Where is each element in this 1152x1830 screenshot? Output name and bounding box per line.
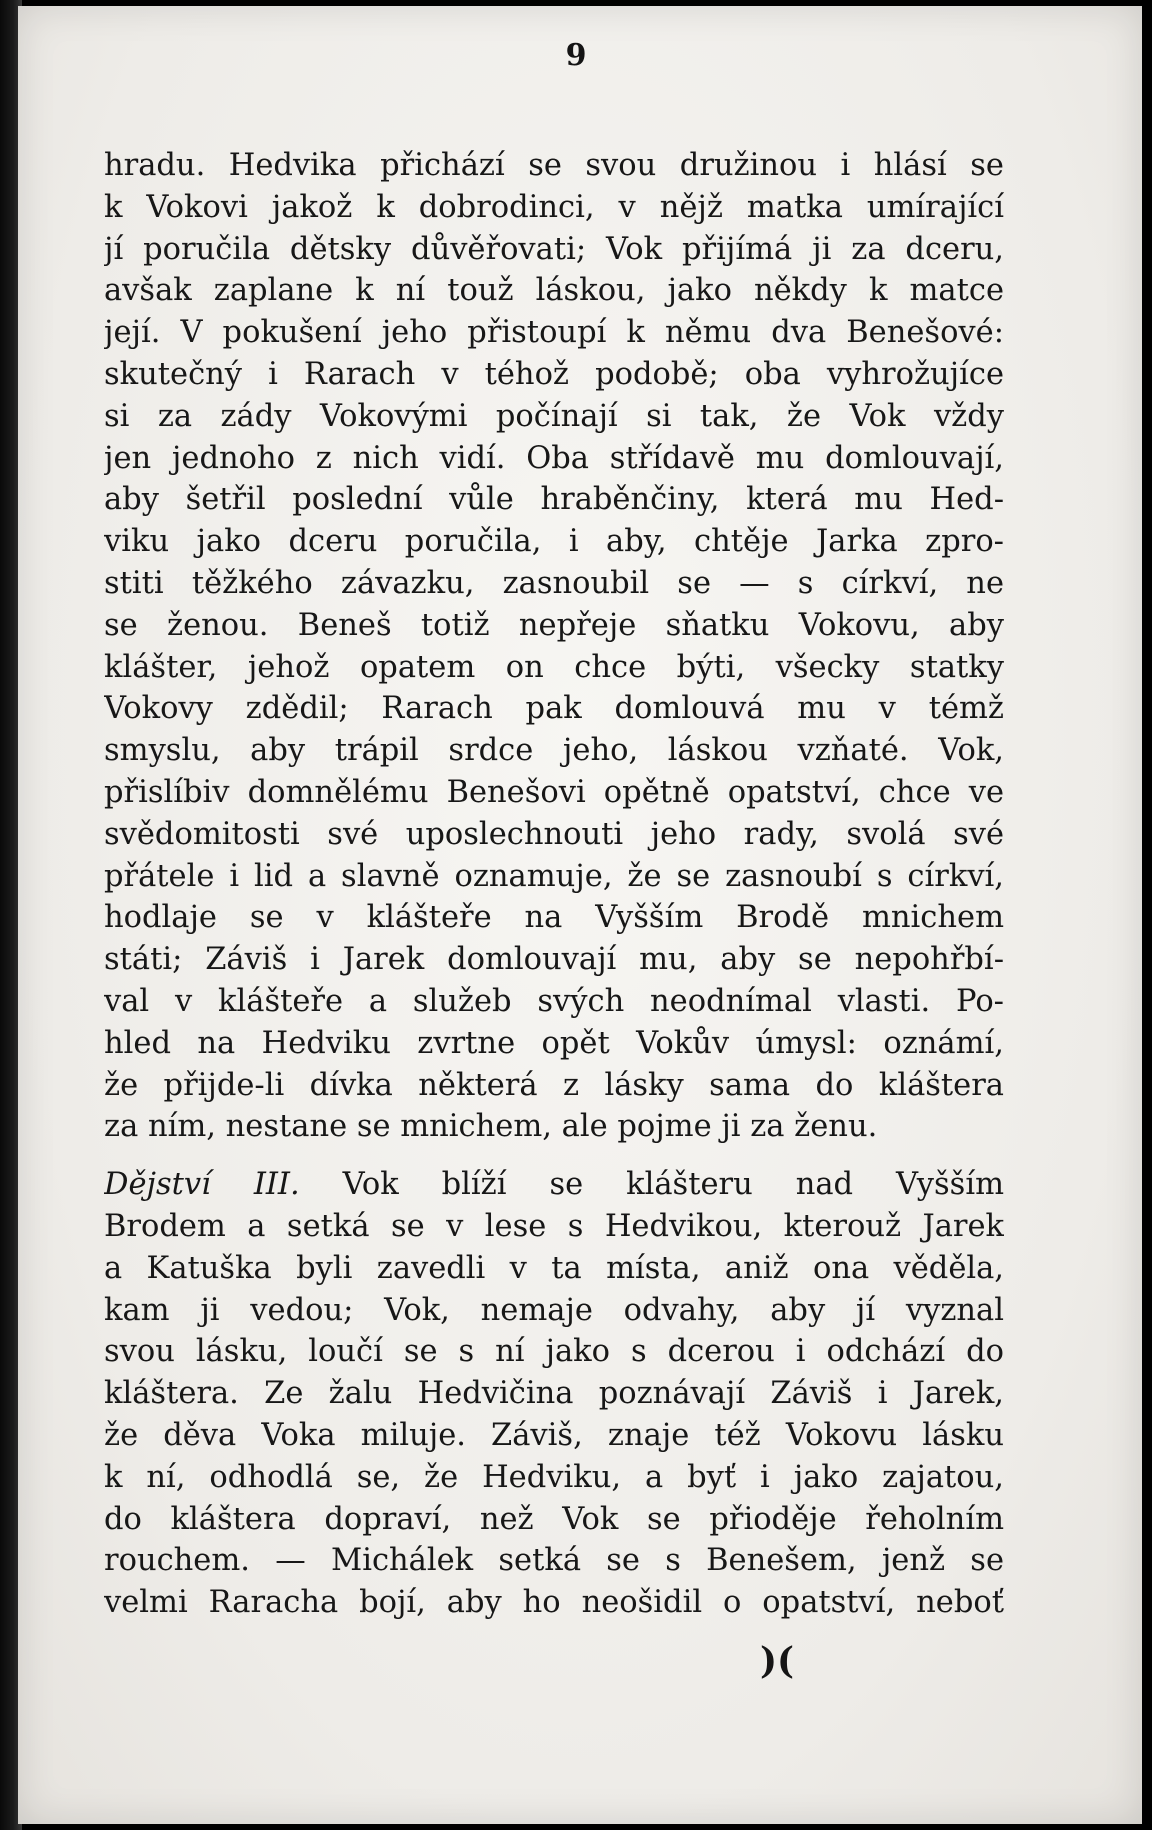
- text-line: aby šetřil poslední vůle hraběnčiny, která mu Hed-: [104, 482, 1004, 518]
- act-line-rest: Vok blíží se klášteru nad Vyšším: [342, 1167, 1004, 1203]
- text-line: její. V pokušení jeho přistoupí k němu dva Benešové:: [104, 315, 1004, 351]
- text-line: velmi Raracha bojí, aby ho neošidil o opatství, neboť: [104, 1585, 1004, 1621]
- text-line: že přijde-li dívka některá z lásky sama do kláštera: [104, 1067, 1004, 1103]
- text-line: val v klášteře a služeb svých neodnímal vlasti. Po-: [104, 983, 1004, 1019]
- text-line: kláštera. Ze žalu Hedvičina poznávají Záviš i Jarek,: [104, 1376, 1004, 1412]
- text-line: státi; Záviš i Jarek domlouvají mu, aby se nepohřbí-: [104, 942, 1004, 978]
- text-line: jí poručila dětsky důvěřovati; Vok přijímá ji za dceru,: [104, 231, 1004, 267]
- text-line: Brodem a setká se v lese s Hedvikou, kterouž Jarek: [104, 1208, 1004, 1244]
- text-line: hodlaje se v klášteře na Vyšším Brodě mnichem: [104, 900, 1004, 936]
- text-line: svědomitosti své uposlechnouti jeho rady, svolá své: [104, 816, 1004, 852]
- text-line: stiti těžkého závazku, zasnoubil se — s církví, ne: [104, 565, 1004, 601]
- text-line: hled na Hedviku zvrtne opět Vokův úmysl: oznámí,: [104, 1025, 1004, 1061]
- text-line: a Katuška byli zavedli v ta místa, aniž ona věděla,: [104, 1250, 1004, 1286]
- text-line: skutečný i Rarach v téhož podobě; oba vyhrožujíce: [104, 356, 1004, 392]
- text-line: svou lásku, loučí se s ní jako s dcerou i odchází do: [104, 1334, 1004, 1370]
- body-text: [104, 145, 1004, 1624]
- text-line: že děva Voka miluje. Záviš, znaje též Vokovu lásku: [104, 1417, 1004, 1453]
- text-line: kam ji vedou; Vok, nemaje odvahy, aby jí vyznal: [104, 1292, 1004, 1328]
- text-line: Vokovy zdědil; Rarach pak domlouvá mu v témž: [104, 691, 1004, 727]
- text-line: viku jako dceru poručila, i aby, chtěje Jarka zpro-: [104, 524, 1004, 560]
- act-label: Dějství III.: [104, 1167, 300, 1203]
- text-line: jen jednoho z nich vidí. Oba střídavě mu domlouvají,: [104, 440, 1004, 476]
- text-line: přislíbiv domnělému Benešovi opětně opatství, chce ve: [104, 774, 1004, 810]
- paragraph-2: [104, 1164, 1004, 1624]
- text-line: rouchem. — Michálek setká se s Benešem, jenž se: [104, 1543, 1004, 1579]
- paragraph-gap: [104, 1148, 1004, 1164]
- text-line: k ní, odhodlá se, že Hedviku, a byť i jako zajatou,: [104, 1459, 1004, 1495]
- text-line: klášter, jehož opatem on chce býti, všecky statky: [104, 649, 1004, 685]
- text-line: k Vokovi jakož k dobrodinci, v nějž matka umírající: [104, 189, 1004, 225]
- text-line: smyslu, aby trápil srdce jeho, láskou vzňaté. Vok,: [104, 733, 1004, 769]
- text-line: přátele i lid a slavně oznamuje, že se zasnoubí s církví,: [104, 858, 1004, 894]
- text-line: se ženou. Beneš totiž nepřeje sňatku Vokovu, aby: [104, 607, 1004, 643]
- text-line-act-heading: [104, 1164, 1004, 1206]
- text-line: si za zády Vokovými počínají si tak, že Vok vždy: [104, 398, 1004, 434]
- text-line: hradu. Hedvika přichází se svou družinou i hlásí se: [104, 148, 1004, 183]
- text-line: do kláštera dopraví, než Vok se přioděje řeholním: [104, 1501, 1004, 1537]
- paragraph-1: [104, 145, 1004, 1148]
- catchword-mark: )(: [760, 1640, 795, 1682]
- text-line: za ním, nestane se mnichem, ale pojme ji za ženu.: [104, 1109, 878, 1145]
- page-number: 9: [565, 38, 587, 73]
- text-line: avšak zaplane k ní touž láskou, jako někdy k matce: [104, 273, 1004, 309]
